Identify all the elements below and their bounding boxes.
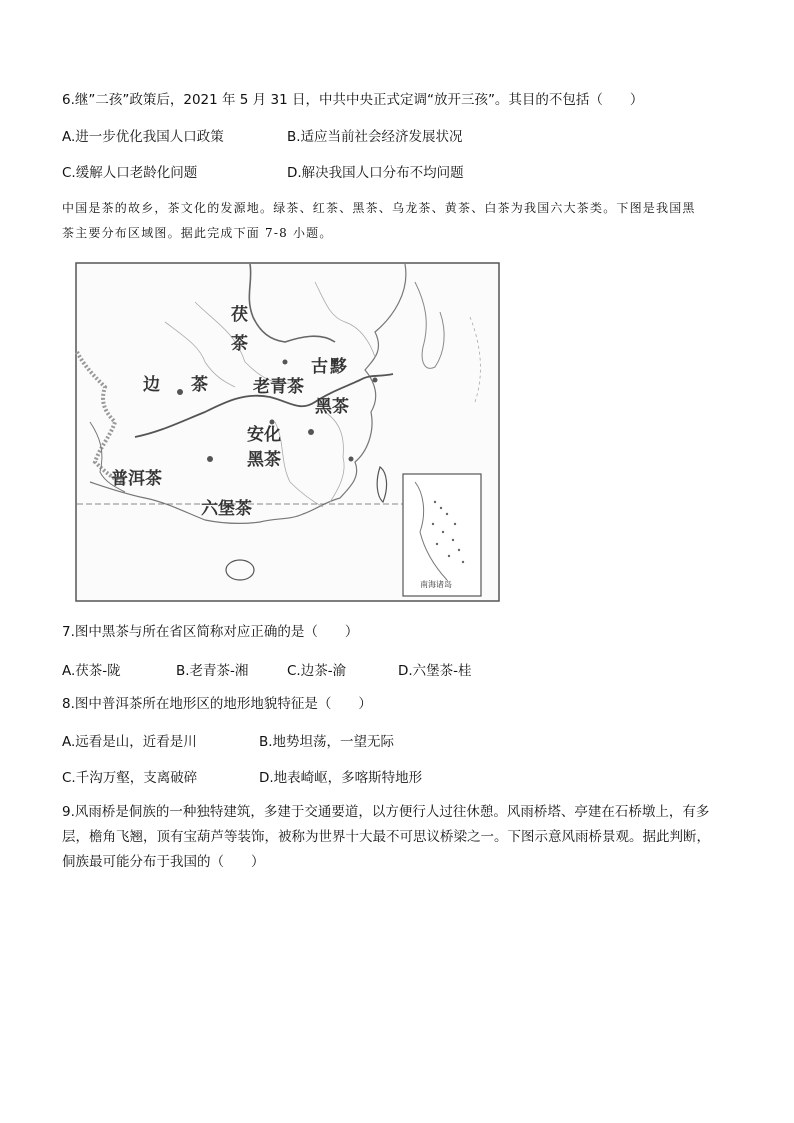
dark-tea-distribution-map [75, 262, 500, 602]
inset-label: 南海诸岛 [420, 580, 452, 589]
map-label-qiao: 黟 [330, 357, 347, 377]
q7-option-a: A.茯茶-陇 [62, 663, 121, 679]
q6-option-c: C.缓解人口老龄化问题 [62, 165, 198, 181]
q9-line-2: 层，檐角飞翘，顶有宝葫芦等装饰，被称为世界十大最不可思议桥梁之一。下图示意风雨桥景观。据此判断， [62, 829, 710, 845]
q6-option-b: B.适应当前社会经济发展状况 [287, 129, 463, 145]
map-label-heicha-east: 黑茶 [315, 397, 349, 417]
map-label-fu-1: 茯 [231, 305, 248, 325]
q8-option-a: A.远看是山，近看是川 [62, 734, 197, 750]
map-label-anhua: 安化 [247, 425, 281, 445]
q7-option-c: C.边茶-渝 [287, 663, 347, 679]
q9-line-3: 侗族最可能分布于我国的（ ） [62, 854, 265, 870]
q7-option-d: D.六堡茶-桂 [398, 663, 472, 679]
q6-option-a: A.进一步优化我国人口政策 [62, 129, 224, 145]
q7-option-b: B.老青茶-湘 [176, 663, 249, 679]
q8-option-b: B.地势坦荡，一望无际 [259, 734, 395, 750]
map-label-bian-cha: 茶 [191, 375, 208, 395]
q8-option-d: D.地表崎岖，多喀斯特地形 [259, 770, 423, 786]
q8-option-c: C.千沟万壑，支离破碎 [62, 770, 198, 786]
map-label-anhua-heicha: 黑茶 [247, 450, 281, 470]
map-label-puer: 普洱茶 [111, 469, 162, 489]
map-label-bian: 边 [143, 375, 160, 395]
map-label-liubao: 六堡茶 [201, 499, 252, 519]
q8-stem: 8.图中普洱茶所在地形区的地形地貌特征是（ ） [62, 696, 372, 712]
q6-option-d: D.解决我国人口分布不均问题 [287, 165, 464, 181]
q6-stem: 6.继”二孩”政策后，2021 年 5 月 31 日，中共中央正式定调“放开三孩”。其目的不包括（ ） [62, 92, 644, 108]
q7-stem: 7.图中黑茶与所在省区简称对应正确的是（ ） [62, 624, 359, 640]
map-label-laoqing: 老青茶 [253, 377, 304, 397]
q9-line-1: 9.风雨桥是侗族的一种独特建筑，多建于交通要道，以方便行人过往休憩。风雨桥塔、亭建在石桥墩上，有多 [62, 804, 710, 820]
map-label-fu-2: 茶 [231, 334, 248, 354]
map-label-gu: 古 [311, 357, 328, 377]
intro-line-2: 茶主要分布区域图。据此完成下面 7-8 小题。 [62, 226, 333, 240]
intro-line-1: 中国是茶的故乡，茶文化的发源地。绿茶、红茶、黑茶、乌龙茶、黄茶、白茶为我国六大茶类。下图是我国黑 [62, 201, 696, 215]
